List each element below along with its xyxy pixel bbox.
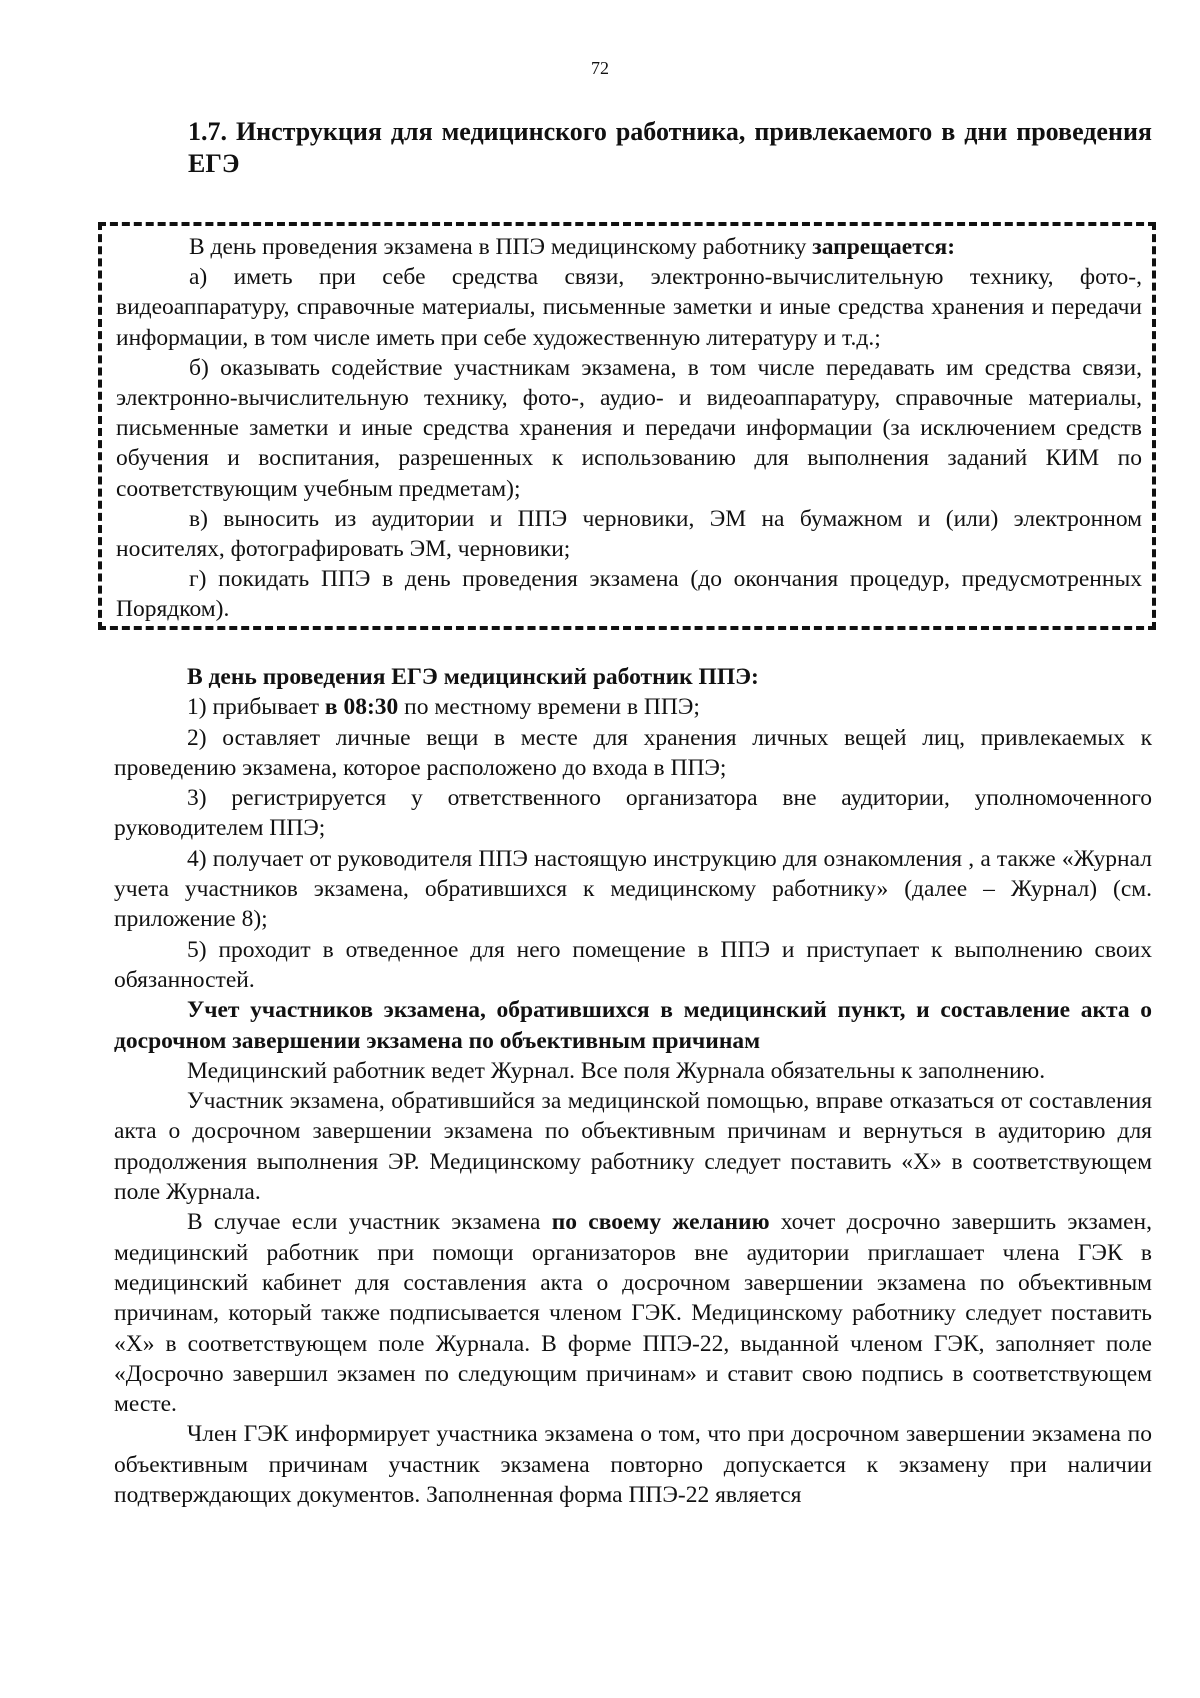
prohibition-intro <box>116 232 1142 262</box>
accounting-paragraph-3-bold: по своему желанию <box>551 1209 770 1236</box>
prohibition-box <box>98 222 1156 630</box>
accounting-paragraph-3 <box>114 1207 1152 1419</box>
section-heading <box>100 116 1152 180</box>
duties-heading: В день проведения ЕГЭ медицинский работник ППЭ: <box>187 664 759 690</box>
accounting-paragraph-3-before: В случае если участник экзамена <box>187 1209 552 1236</box>
body-text <box>114 662 1152 1510</box>
prohibition-item-d: г) покидать ППЭ в день проведения экзамена (до окончания процедур, предусмотренных Порядком). <box>116 566 1142 623</box>
accounting-heading: Учет участников экзамена, обратившихся в медицинский пункт, и составление акта о досрочном завершении экзамена по объективным причинам <box>114 997 1152 1054</box>
prohibition-item-a: а) иметь при себе средства связи, электронно-вычислительную технику, фото-, видеоаппаратуру, справочные материалы, письменные заметки и иные средства хранения и передачи информации, в том числе иметь при себе художественную литературу и т.д.; <box>116 264 1142 351</box>
duty-item-3: 3) регистрируется у ответственного организатора вне аудитории, уполномоченного руководителем ППЭ; <box>114 785 1152 842</box>
duty-item-1-time: в 08:30 <box>324 694 399 721</box>
section-heading-text: 1.7. Инструкция для медицинского работника, привлекаемого в дни проведения ЕГЭ <box>188 117 1152 178</box>
duty-item-2: 2) оставляет личные вещи в месте для хранения личных вещей лиц, привлекаемых к проведению экзамена, которое расположено до входа в ППЭ; <box>114 724 1152 781</box>
prohibition-content <box>116 232 1142 625</box>
duty-item-1-before: 1) прибывает <box>187 694 325 721</box>
accounting-paragraph-2: Участник экзамена, обратившийся за медицинской помощью, вправе отказаться от составления акта о досрочном завершении экзамена по объективным причинам и вернуться в аудиторию для продолжения выполнения ЭР. Медицинскому работнику следует поставить «Х» в соответствующем поле Журнала. <box>114 1088 1152 1206</box>
prohibition-intro-text: В день проведения экзамена в ППЭ медицинскому работнику <box>189 234 813 260</box>
duty-item-5: 5) проходит в отведенное для него помещение в ППЭ и приступает к выполнению своих обязанностей. <box>114 936 1152 993</box>
duty-item-1 <box>114 692 1152 722</box>
accounting-paragraph-4: Член ГЭК информирует участника экзамена о том, что при досрочном завершении экзамена по объективным причинам участник экзамена повторно допускается к экзамену при наличии подтверждающих документов. Заполненная форма ППЭ-22 является <box>114 1421 1152 1509</box>
accounting-paragraph-1: Медицинский работник ведет Журнал. Все поля Журнала обязательны к заполнению. <box>187 1057 1046 1084</box>
prohibition-item-c: в) выносить из аудитории и ППЭ черновики, ЭМ на бумажном и (или) электронном носителях, фотографировать ЭМ, черновики; <box>116 505 1142 563</box>
prohibition-intro-bold: запрещается: <box>812 234 956 260</box>
duty-item-1-after: по местному времени в ППЭ; <box>398 694 700 721</box>
page-number: 72 <box>591 58 609 78</box>
prohibition-item-b: б) оказывать содействие участникам экзамена, в том числе передавать им средства связи, электронно-вычислительную технику, фото-, аудио- и видеоаппаратуру, справочные материалы, письменные заметки и иные средства хранения и передачи информации (за исключением средств обучения и воспитания, разрешенных к использованию для выполнения заданий КИМ по соответствующим учебным предметам); <box>116 354 1142 502</box>
duty-item-4: 4) получает от руководителя ППЭ настоящую инструкцию для ознакомления , а также «Журнал учета участников экзамена, обратившихся к медицинскому работнику» (далее – Журнал) (см. приложение 8); <box>114 845 1152 933</box>
accounting-paragraph-3-after: хочет досрочно завершить экзамен, медицинский работник при помощи организаторов вне аудитории приглашает члена ГЭК в медицинский кабинет для составления акта о досрочном завершении экзамена по объективным причинам, который также подписывается членом ГЭК. Медицинскому работнику следует поставить «Х» в соответствующем поле Журнала. В форме ППЭ-22, выданной членом ГЭК, заполняет поле «Досрочно завершил экзамен по следующим причинам» и ставит свою подпись в соответствующем месте. <box>114 1209 1152 1418</box>
